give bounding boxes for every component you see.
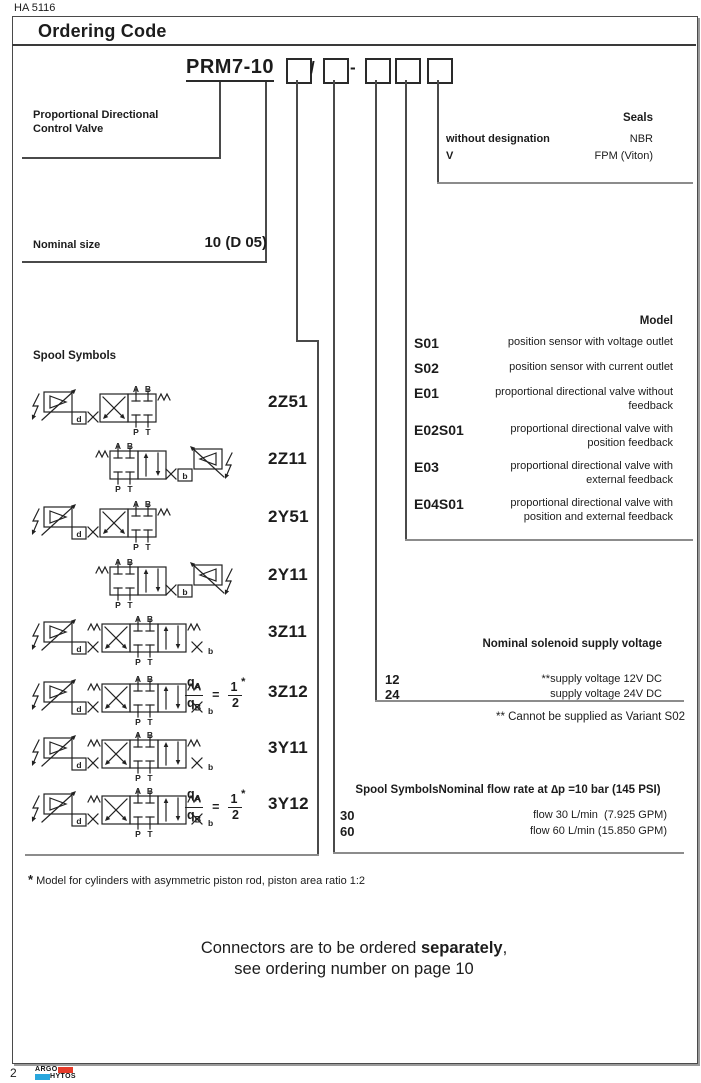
model-row-code: E02S01	[414, 422, 464, 438]
ratio-fraction: 1 * 2	[230, 787, 246, 822]
seals-section	[446, 112, 673, 166]
spool-code-label: 2Y11	[268, 565, 308, 584]
page-number: 2	[10, 1066, 17, 1080]
svg-text:T: T	[145, 542, 151, 551]
svg-text:A: A	[132, 384, 140, 394]
nominal-size-row	[33, 234, 267, 251]
svg-text:A: A	[134, 674, 142, 684]
svg-text:b: b	[182, 471, 188, 481]
voltage-row-code: 12	[385, 672, 400, 687]
svg-text:P: P	[115, 484, 121, 493]
svg-text:P: P	[133, 427, 139, 436]
flow-row	[340, 808, 667, 823]
logo-word-hytos: HYTOS	[50, 1073, 76, 1080]
spool-row-3z11	[25, 610, 337, 666]
svg-text:T: T	[147, 829, 153, 838]
spool-row-2z11	[25, 437, 337, 493]
code-separator-dash: -	[350, 58, 356, 77]
spool-symbols-header: Spool Symbols	[33, 350, 117, 362]
voltage-footnote: ** Cannot be supplied as Variant S02	[495, 711, 685, 723]
connectors-note-line2: see ordering number on page 10	[234, 960, 474, 978]
svg-text:B: B	[146, 730, 154, 740]
flow-ratio-formula	[185, 675, 246, 714]
svg-text:P: P	[133, 542, 139, 551]
spool-code-label: 2Y51	[268, 507, 309, 526]
ratio-fraction: 1 * 2	[230, 675, 246, 710]
qa-qb-fraction: $\frac{q_A}{q_B}$	[187, 675, 202, 712]
svg-text:A: A	[134, 614, 142, 624]
voltage-row-code: 24	[385, 687, 400, 702]
code-box-flow	[323, 58, 349, 84]
spool-row-3y12	[25, 782, 337, 838]
svg-text:B: B	[146, 786, 154, 796]
model-row	[414, 360, 673, 376]
svg-text:A: A	[134, 730, 142, 740]
svg-text:A: A	[114, 441, 122, 451]
seals-row	[446, 149, 653, 164]
nominal-size-label: Nominal size	[33, 239, 101, 251]
spool-row-2y51	[25, 495, 337, 551]
svg-text:P: P	[135, 717, 141, 726]
connectors-note-line1: Connectors are to be ordered separately,	[200, 939, 508, 957]
seals-header: Seals	[622, 112, 653, 124]
svg-text:T: T	[147, 773, 153, 782]
logo-red-block	[58, 1067, 73, 1073]
spool-code-label: 2Z51	[268, 392, 308, 411]
flow-section-underline	[333, 852, 684, 854]
model-section	[414, 315, 683, 533]
svg-text:B: B	[146, 674, 154, 684]
equals-sign: =	[212, 688, 220, 702]
seals-row-desc: NBR	[629, 133, 653, 145]
flow-row-code: 30	[340, 808, 355, 823]
svg-text:T: T	[145, 427, 151, 436]
logo-blue-block	[35, 1074, 50, 1080]
svg-text:B: B	[126, 441, 134, 451]
model-row	[414, 335, 673, 351]
voltage-row-desc: **supply voltage 12V DC	[541, 673, 662, 685]
svg-text:d: d	[76, 529, 82, 539]
model-row-code: S02	[414, 360, 439, 376]
model-row-desc: proportional directional valve without feedback	[495, 386, 673, 412]
piston-footnote-text: Model for cylinders with asymmetric piston rod, piston area ratio 1:2	[33, 875, 366, 887]
model-row	[414, 459, 673, 487]
connector-line	[219, 82, 221, 157]
model-row	[414, 496, 673, 524]
spool-row-3z12	[25, 670, 337, 726]
page-title: Ordering Code	[38, 21, 167, 41]
svg-text:B: B	[144, 384, 152, 394]
model-row-desc: proportional directional valve with external feedback	[510, 460, 673, 486]
voltage-row	[385, 687, 662, 702]
connector-line	[22, 261, 267, 263]
model-row-desc: position sensor with current outlet	[509, 361, 673, 373]
svg-text:b: b	[182, 587, 188, 597]
svg-text:A: A	[134, 786, 142, 796]
model-row-desc: position sensor with voltage outlet	[507, 336, 673, 348]
flow-row	[340, 824, 667, 839]
spool-row-2z51	[25, 380, 337, 436]
svg-text:T: T	[147, 717, 153, 726]
svg-text:b: b	[208, 646, 214, 656]
spool-section-underline	[25, 854, 319, 856]
svg-text:d: d	[76, 816, 82, 826]
voltage-row-desc: supply voltage 24V DC	[550, 688, 662, 700]
svg-text:T: T	[147, 657, 153, 666]
svg-text:P: P	[135, 829, 141, 838]
spool-code-label: 3Y11	[268, 738, 308, 757]
flow-row-desc: flow 60 L/min (15.850 GPM)	[530, 825, 667, 837]
spool-code-label: 3Z11	[268, 622, 308, 641]
seals-section-underline	[437, 182, 693, 184]
connector-line	[296, 80, 298, 342]
seals-row	[446, 132, 653, 147]
model-header: Model	[639, 315, 673, 327]
flow-row-desc: flow 30 L/min (7.925 GPM)	[533, 809, 667, 821]
connector-line	[437, 80, 439, 184]
spool-row-2y11	[25, 553, 337, 609]
voltage-row	[385, 672, 662, 687]
connector-line	[375, 80, 377, 702]
connector-line	[22, 157, 221, 159]
svg-text:T: T	[127, 600, 133, 609]
model-row	[414, 422, 673, 450]
svg-text:b: b	[208, 762, 214, 772]
seals-row-desc: FPM (Viton)	[594, 150, 653, 162]
svg-text:A: A	[132, 499, 140, 509]
spool-code-label: 2Z11	[268, 449, 308, 468]
svg-text:d: d	[76, 644, 82, 654]
model-row-desc: proportional directional valve with position and external feedback	[510, 497, 673, 523]
svg-text:A: A	[114, 557, 122, 567]
argo-hytos-logo	[35, 1066, 81, 1080]
code-box-seals	[427, 58, 453, 84]
svg-text:B: B	[146, 614, 154, 624]
connector-line	[405, 80, 407, 541]
ordering-code-prefix: PRM7-10	[186, 56, 274, 82]
voltage-header: Nominal solenoid supply voltage	[482, 638, 662, 650]
seals-row-code: V	[446, 150, 454, 162]
model-row-code: E03	[414, 459, 439, 475]
model-section-underline	[405, 539, 693, 541]
model-row	[414, 385, 673, 413]
spool-code-label: 3Y12	[268, 794, 309, 813]
connectors-note	[12, 938, 696, 980]
svg-text:B: B	[144, 499, 152, 509]
flow-row-code: 60	[340, 824, 355, 839]
flow-ratio-formula	[185, 787, 246, 826]
svg-text:B: B	[126, 557, 134, 567]
svg-text:P: P	[135, 773, 141, 782]
code-box-model	[395, 58, 421, 84]
valve-name-label: Proportional Directional Control Valve	[33, 109, 159, 135]
logo-word-argo: ARGO	[35, 1066, 58, 1073]
svg-text:P: P	[135, 657, 141, 666]
qa-qb-fraction: $\frac{q_A}{q_B}$	[187, 787, 202, 824]
svg-text:P: P	[115, 600, 121, 609]
code-separator-slash: /	[310, 58, 315, 77]
model-row-desc: proportional directional valve with position feedback	[510, 423, 673, 449]
seals-row-code: without designation	[446, 133, 550, 145]
code-box-voltage	[365, 58, 391, 84]
svg-text:d: d	[76, 760, 82, 770]
flow-section	[340, 784, 676, 840]
piston-footnote	[28, 872, 365, 887]
spool-row-3y11	[25, 726, 337, 782]
svg-text:d: d	[76, 704, 82, 714]
voltage-section	[385, 638, 674, 702]
connector-line	[296, 340, 319, 342]
svg-text:b: b	[208, 706, 214, 716]
asterisk-marker: *	[28, 872, 34, 887]
model-row-code: S01	[414, 335, 439, 351]
svg-text:d: d	[76, 414, 82, 424]
svg-text:T: T	[127, 484, 133, 493]
equals-sign: =	[212, 800, 220, 814]
spool-code-label: 3Z12	[268, 682, 308, 701]
nominal-size-value: 10 (D 05)	[204, 234, 267, 251]
model-row-code: E01	[414, 385, 439, 401]
flow-header: Spool SymbolsNominal flow rate at ∆p =10 bar (145 PSI)	[355, 784, 661, 796]
model-row-code: E04S01	[414, 496, 464, 512]
code-box-spool	[286, 58, 312, 84]
document-number: HA 5116	[14, 2, 56, 14]
svg-text:b: b	[208, 818, 214, 828]
